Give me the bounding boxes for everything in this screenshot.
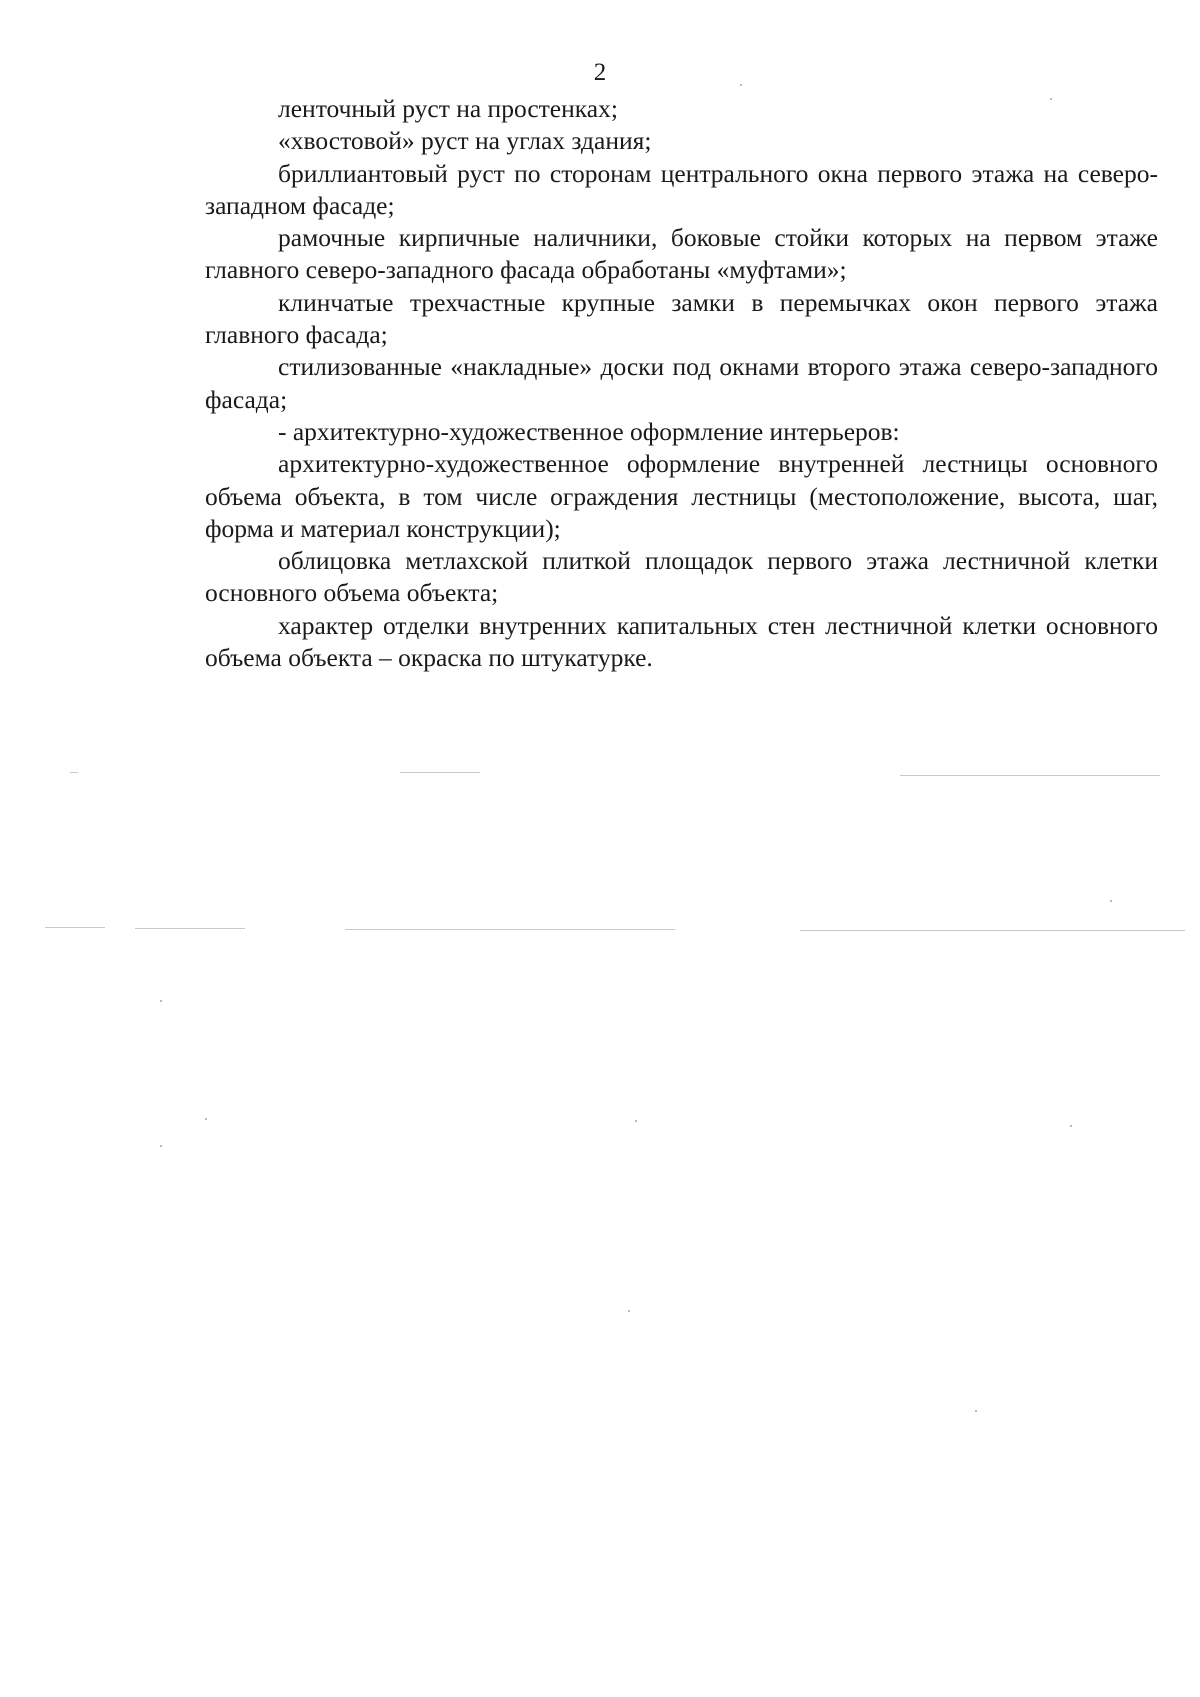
paragraph-2: «хвостовой» руст на углах здания; (278, 126, 652, 156)
scan-speck (160, 1000, 162, 1002)
paragraph-4: рамочные кирпичные наличники, боковые стойки которых на первом этаже главного северо-западного фасада обработаны «муфтами»; (205, 223, 1158, 285)
page-number: 2 (593, 59, 607, 86)
paragraph-9: облицовка метлахской плиткой площадок первого этажа лестничной клетки основного объема объекта; (205, 546, 1158, 608)
paragraph-3: бриллиантовый руст по сторонам центрального окна первого этажа на северо-западном фасаде; (205, 158, 1158, 220)
scan-streak (135, 928, 245, 929)
scan-streak (70, 772, 78, 773)
scan-speck (740, 84, 742, 86)
document-body (205, 93, 1158, 674)
scan-streak (800, 930, 1185, 931)
paragraph-10: характер отделки внутренних капитальных стен лестничной клетки основного объема объекта – окраска по штукатурке. (205, 610, 1158, 673)
scan-speck (160, 1145, 162, 1147)
paragraph-1: ленточный руст на простенках; (278, 94, 618, 123)
paragraph-8: архитектурно-художественное оформление внутренней лестницы основного объема объекта, в том числе ограждения лестницы (местоположение, высота, шаг, форма и материал конструкции); (205, 449, 1158, 543)
scan-streak (345, 929, 675, 930)
paragraph-7: - архитектурно-художественное оформление интерьеров: (278, 416, 900, 446)
scan-speck (975, 1410, 977, 1412)
scan-speck (628, 1310, 630, 1312)
paragraph-5: клинчатые трехчастные крупные замки в перемычках окон первого этажа главного фасада; (205, 287, 1158, 350)
scan-streak (45, 927, 105, 928)
scan-speck (205, 1118, 207, 1120)
scan-streak (900, 775, 1160, 776)
scan-speck (635, 1120, 637, 1122)
paragraph-6: стилизованные «накладные» доски под окнами второго этажа северо-западного фасада; (205, 352, 1158, 414)
scan-speck (1070, 1125, 1072, 1127)
scan-speck (1050, 98, 1052, 100)
scan-streak (400, 772, 480, 773)
scan-speck (1110, 900, 1112, 902)
